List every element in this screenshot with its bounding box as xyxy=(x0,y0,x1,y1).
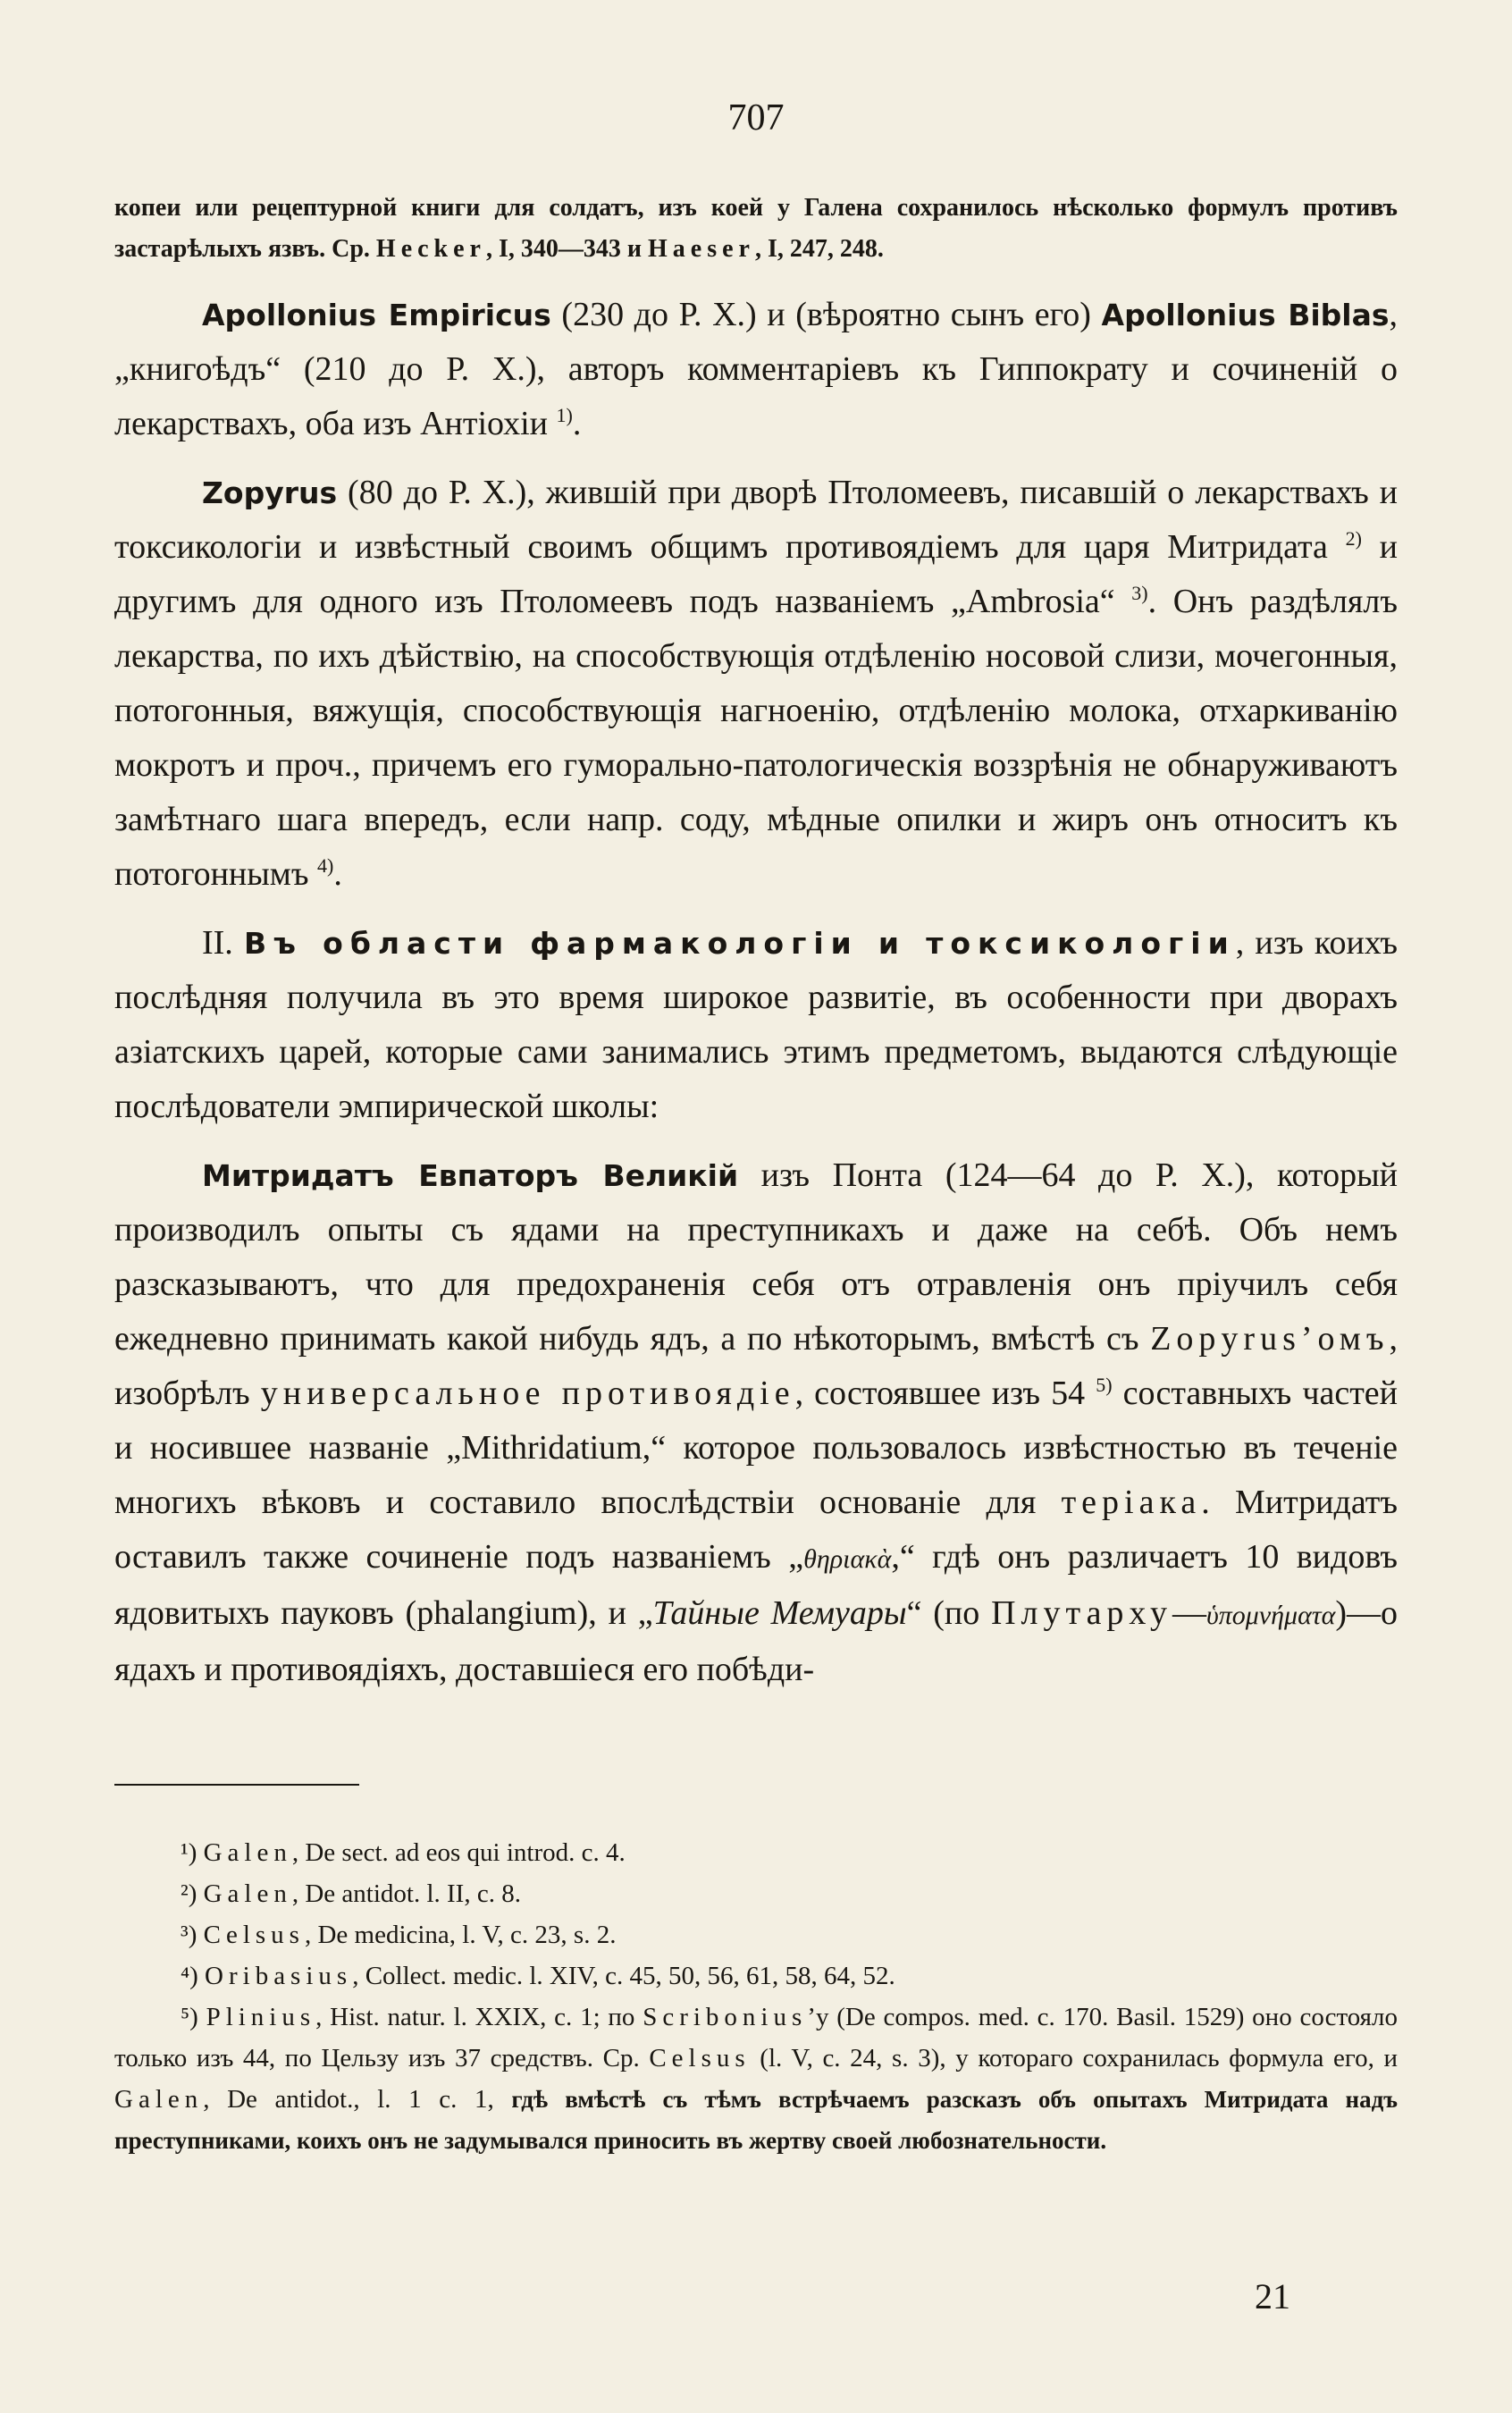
text: изъ Понта (124—64 до Р. Х.), который производилъ опыты съ ядами на преступникахъ и даже на себѣ. Объ немъ разсказываютъ, что для предохраненія себя отъ отравленія онъ пріучилъ себя ежедневно принимать какой нибудь ядъ, а по нѣкоторымъ, вмѣстѣ съ xyxy=(114,1156,1398,1358)
footnote-divider xyxy=(114,1784,359,1786)
footnote-mark: ⁵) xyxy=(181,2003,206,2031)
footnotes xyxy=(114,1832,1398,2161)
footnote-ref[interactable]: 5) xyxy=(1096,1374,1113,1396)
text: , „книгоѣдъ“ (210 до Р. Х.), авторъ комментаріевъ къ Гиппократу и сочиненій о лекарствахъ, оба изъ Антіохіи xyxy=(114,296,1398,442)
text: (l. V, c. 24, s. 3), у котораго сохранилась формула его, и xyxy=(750,2044,1398,2072)
text: , De sect. ad eos qui introd. c. 4. xyxy=(291,1838,626,1867)
name-bold: Apollonius Biblas xyxy=(1101,298,1390,332)
author-name: Plinius xyxy=(206,2003,316,2031)
text: )—о ядахъ и противоядіяхъ, доставшіеся его побѣди- xyxy=(114,1594,1399,1688)
spaced-name: Zopyrus’омъ xyxy=(1150,1320,1390,1358)
text: , Collect. medic. l. XIV, c. 45, 50, 56, 61, 58, 64, 52. xyxy=(352,1962,895,1990)
greek-word: ὑπομνήματα xyxy=(1206,1601,1336,1630)
name-bold: Zopyrus xyxy=(202,475,338,510)
text: . xyxy=(333,855,342,893)
text: гдѣ вмѣстѣ съ тѣмъ встрѣчаемъ разсказъ объ опытахъ Митридата надъ преступниками, коихъ онъ не задумывался приносить въ жертву своей любознательности. xyxy=(114,2086,1398,2154)
footnote-5 xyxy=(114,1997,1398,2161)
text: , изобрѣлъ xyxy=(114,1320,1398,1412)
text: . xyxy=(572,405,582,442)
spaced-term: теріака xyxy=(1061,1484,1202,1521)
spaced-name: Плутарху xyxy=(991,1594,1172,1632)
footnote-mark: ⁴) xyxy=(181,1962,206,1990)
text: , изъ коихъ послѣдняя получила въ это время широкое развитіе, въ особенности при дворахъ азіатскихъ царей, которые сами занимались этимъ предметомъ, выдаются слѣдующіе послѣдователи эмпирической школы: xyxy=(114,924,1399,1125)
author-name: Galen xyxy=(114,2085,204,2114)
text: копеи или рецептурной книги для солдатъ, изъ коей у Галена сохранилось нѣсколько формулъ противъ застарѣлыхъ язвъ. Ср. xyxy=(114,194,1398,263)
text: , Hist. natur. l. XXIX, c. 1; по xyxy=(315,2003,643,2031)
spaced-term: универсальное противоядіе xyxy=(260,1375,795,1412)
text: , De antidot., l. 1 c. 1, xyxy=(203,2085,512,2114)
author-name: Celsus xyxy=(203,1921,305,1949)
text: (80 до Р. Х.), жившій при дворѣ Птоломеевъ, писавшій о лекарствахъ и токсикологіи и извѣстный своимъ общимъ противоядіемъ для царя Митридата xyxy=(114,474,1398,566)
footnote-4 xyxy=(114,1955,1398,1997)
footnote-1 xyxy=(114,1832,1398,1873)
author-name: Celsus xyxy=(649,2044,751,2072)
paragraph-apollonius xyxy=(114,288,1398,451)
text: , De medicina, l. V, c. 23, s. 2. xyxy=(304,1921,617,1949)
footnote-ref[interactable]: 3) xyxy=(1131,582,1148,604)
footnote-ref[interactable]: 2) xyxy=(1345,527,1362,550)
page-number: 707 xyxy=(727,97,785,139)
text: , состоявшее изъ 54 xyxy=(794,1375,1096,1412)
author-name: Haeser xyxy=(648,235,755,263)
author-name: Hecker xyxy=(375,235,486,263)
text: ,“ гдѣ онъ различаетъ 10 видовъ ядовитыхъ пауковъ (phalangium), и „ xyxy=(114,1538,1398,1632)
text: II. xyxy=(202,924,245,962)
continuation-footnote xyxy=(114,188,1398,270)
text: , I, 340—343 и xyxy=(485,235,649,263)
text: , De antidot. l. II, c. 8. xyxy=(291,1879,521,1908)
footnote-ref[interactable]: 1) xyxy=(556,404,573,426)
main-text xyxy=(114,288,1398,1711)
name-bold: Митридатъ Евпаторъ Великій xyxy=(202,1158,739,1193)
italic-title: Тайные Мемуары xyxy=(652,1594,907,1632)
footnote-mark: ²) xyxy=(181,1879,204,1908)
text: , I, 247, 248. xyxy=(754,235,884,263)
paragraph-zopyrus xyxy=(114,466,1398,902)
footnote-2 xyxy=(114,1873,1398,1914)
name-bold: Apollonius Empiricus xyxy=(202,298,551,332)
text: составныхъ частей и носившее названіе „Mithridatium,“ которое пользовалось извѣстностью въ теченіе многихъ вѣковъ и составило впослѣдствіи основаніе для xyxy=(114,1375,1398,1521)
author-name: Oribasius xyxy=(205,1962,353,1990)
footnote-3 xyxy=(114,1914,1398,1955)
author-name: Galen xyxy=(203,1838,292,1867)
footnote-mark: ¹) xyxy=(181,1838,204,1867)
text: . Онъ раздѣлялъ лекарства, по ихъ дѣйствію, на способствующія отдѣленію носовой слизи, мочегонныя, потогонныя, вяжущія, способствующія нагноенію, отдѣленію молока, отхаркиванію мокротъ и проч., причемъ его гуморально-патологическія воззрѣнія не обнаруживаютъ замѣтнаго шага впередъ, если напр. соду, мѣдные опилки и жиръ онъ относитъ къ потогоннымъ xyxy=(114,583,1398,893)
text: “ (по xyxy=(906,1594,992,1632)
paragraph-mithridates xyxy=(114,1148,1398,1697)
greek-word: θηριακὰ xyxy=(803,1544,892,1574)
text: — xyxy=(1172,1594,1206,1632)
text: (230 до Р. Х.) и (вѣроятно сынъ его) xyxy=(550,296,1102,333)
author-name: Scribonius xyxy=(643,2003,808,2031)
text: ’у (De compos. med. c. 170. Basil. 1529) оно состояло только изъ 44, по Цельзу изъ 37 средствъ. Ср. xyxy=(114,2003,1398,2072)
footnote-mark: ³) xyxy=(181,1921,204,1949)
section-heading: Въ области фармакологіи и токсикологіи xyxy=(244,926,1236,961)
text: . Митридатъ оставилъ также сочиненіе подъ названіемъ „ xyxy=(114,1484,1398,1576)
paragraph-section-ii xyxy=(114,916,1398,1134)
author-name: Galen xyxy=(203,1879,292,1908)
footnote-ref[interactable]: 4) xyxy=(316,854,334,877)
text: и другимъ для одного изъ Птоломеевъ подъ названіемъ „Ambrosia“ xyxy=(114,528,1398,620)
signature-mark: 21 xyxy=(1255,2276,1290,2316)
